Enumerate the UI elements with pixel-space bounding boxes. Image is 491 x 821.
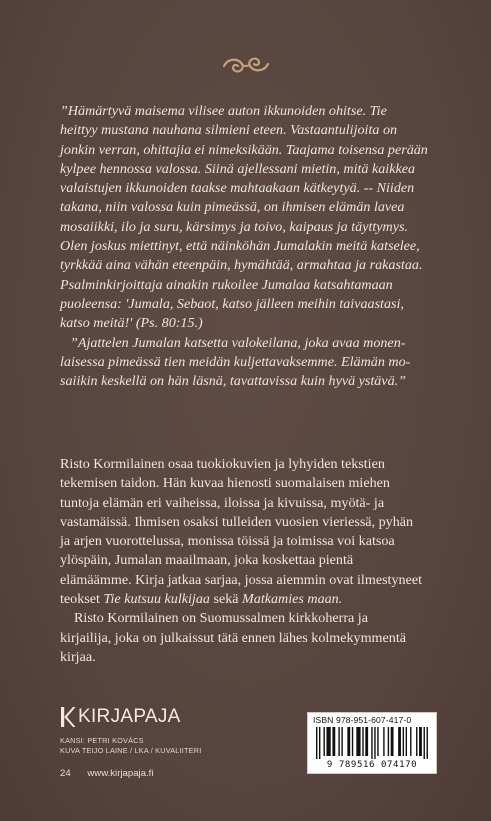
publisher-logo bbox=[60, 703, 181, 731]
barcode-bar bbox=[403, 727, 404, 756]
class-code: 24 bbox=[60, 768, 71, 779]
quote-line: laisessa pimeässä tien meidän kuljettavaksemme. Elämän mo- bbox=[60, 353, 411, 370]
book-description bbox=[60, 455, 450, 667]
barcode-bar bbox=[419, 727, 422, 756]
credit-cover: KANSI: PETRI KOVÁCS bbox=[60, 736, 144, 745]
barcode-bar bbox=[365, 727, 368, 756]
quote-line: kylpee hennossa valossa. Siinä ajellessani mietin, mitä kaikkea bbox=[60, 160, 416, 177]
quote-line: Psalminkirjoittaja ainakin rukoilee Jumalaa katsahtamaan bbox=[60, 276, 393, 293]
barcode-bar bbox=[410, 727, 411, 756]
isbn-barcode bbox=[307, 712, 437, 774]
footer-row bbox=[60, 768, 167, 779]
back-cover-quote bbox=[60, 102, 448, 391]
barcode-bar bbox=[398, 727, 401, 756]
barcode-bar bbox=[374, 727, 375, 759]
quote-paragraph-2 bbox=[60, 334, 448, 392]
ornament-icon bbox=[216, 50, 276, 80]
quote-line: valaistujen ikkunoiden taakse mahtaakaan kätkeytyä. -- Niiden bbox=[60, 180, 415, 197]
barcode-bar bbox=[362, 727, 363, 756]
barcode-bar bbox=[341, 727, 342, 756]
barcode-bar bbox=[332, 727, 335, 756]
description-line: elämäämme. Kirja jatkaa sarjaa, jossa aiemmin ovat ilmestyneet bbox=[60, 571, 422, 588]
description-connector: sekä bbox=[209, 591, 243, 608]
barcode-bar bbox=[388, 727, 389, 756]
cover-credits bbox=[60, 736, 201, 757]
quote-line: Olen joskus miettinyt, että näinköhän Jumalakin meitä katselee, bbox=[60, 238, 420, 255]
description-line: tuntoja elämän eri vaiheissa, iloissa ja kivuissa, myötä- ja bbox=[60, 494, 385, 511]
barcode-bar bbox=[383, 727, 384, 756]
description-line: vastamäissä. Ihmisen osaksi tulleiden vuosien vieriessä, pyhän bbox=[60, 513, 414, 530]
barcode-bar bbox=[347, 727, 350, 756]
quote-line: saiikin keskellä on hän läsnä, tavattavissa kuin hyvä ystävä.” bbox=[60, 373, 407, 390]
barcode-bar bbox=[416, 727, 417, 756]
description-line: Risto Kormilainen osaa tuokiokuvien ja lyhyiden tekstien bbox=[60, 456, 385, 472]
publisher-name: KIRJAPAJA bbox=[78, 706, 181, 727]
quote-paragraph-1 bbox=[60, 102, 448, 334]
barcode-bar bbox=[356, 727, 360, 756]
description-line: tekemisen taidon. Hän kuvaa hienosti suomalaisen miehen bbox=[60, 475, 390, 492]
barcode-bar bbox=[377, 727, 378, 756]
barcode-bar bbox=[326, 727, 330, 756]
description-paragraph-2 bbox=[60, 609, 450, 667]
quote-line: heittyy mustana nauhana silmieni eteen. Vastaantulijoita on bbox=[60, 122, 398, 139]
publisher-website: www.kirjapaja.fi bbox=[87, 768, 154, 779]
quote-line: jonkin verran, ohittajia ei nimeksikään. Taajama toisensa perään bbox=[60, 141, 428, 158]
barcode-bar bbox=[316, 727, 317, 759]
description-line: Risto Kormilainen on Suomussalmen kirkkoherra ja bbox=[74, 610, 368, 627]
barcode-bar bbox=[352, 727, 353, 756]
description-line: ylöspäin, Jumalan maailmaan, joka koskettaa pientä bbox=[60, 552, 354, 569]
isbn-label: ISBN 978-951-607-417-0 bbox=[313, 715, 412, 725]
description-line: teokset bbox=[60, 591, 104, 608]
quote-line: ”Hämärtyvä maisema vilisee auton ikkunoiden ohitse. Tie bbox=[60, 103, 387, 119]
quote-line: takana, niin valossa kuin pimeässä, on ihmisen elämän lavea bbox=[60, 199, 405, 216]
barcode-bar bbox=[371, 727, 372, 759]
barcode-bar bbox=[323, 727, 324, 756]
description-line: kirjailija, joka on julkaissut tätä ennen lähes kolmekymmentä bbox=[60, 629, 406, 646]
quote-line: ”Ajattelen Jumalan katsetta valokeilana, joka avaa monen- bbox=[70, 334, 406, 351]
barcode-bar bbox=[424, 727, 425, 759]
quote-line: puoleensa: 'Jumala, Sebaot, katso jälleen meihin taivaastasi, bbox=[60, 295, 404, 312]
barcode-bar bbox=[427, 727, 428, 759]
quote-line: mosaiikki, ilo ja suru, kärsimys ja toivo, kaipaus ja täyttymys. bbox=[60, 218, 409, 235]
barcode-bar bbox=[406, 727, 407, 756]
barcode-bar bbox=[338, 727, 339, 756]
quote-line: katso meitä!' (Ps. 80:15.) bbox=[60, 315, 203, 332]
barcode-bar bbox=[319, 727, 320, 759]
description-paragraph-1 bbox=[60, 455, 450, 609]
barcode-digits: 9 789516 074170 bbox=[326, 760, 418, 770]
quote-line: tyrkkää aina vähän eteenpäin, hymähtää, armahtaa ja rakastaa. bbox=[60, 257, 423, 274]
book-title-1: Tie kutsuu kulkijaa bbox=[103, 591, 210, 608]
book-title-2: Matkamies maan. bbox=[242, 591, 343, 608]
description-line: ja arjen vuorottelussa, monissa töissä ja toimissa voi katsoa bbox=[60, 533, 395, 550]
kirjapaja-logo-icon bbox=[60, 705, 76, 729]
credit-photo: KUVA TEIJO LAINE / LKA / KUVALIITERI bbox=[60, 746, 202, 756]
barcode-bar bbox=[391, 727, 394, 756]
description-line: kirjaa. bbox=[60, 648, 96, 665]
barcode-bars-icon bbox=[316, 727, 428, 759]
